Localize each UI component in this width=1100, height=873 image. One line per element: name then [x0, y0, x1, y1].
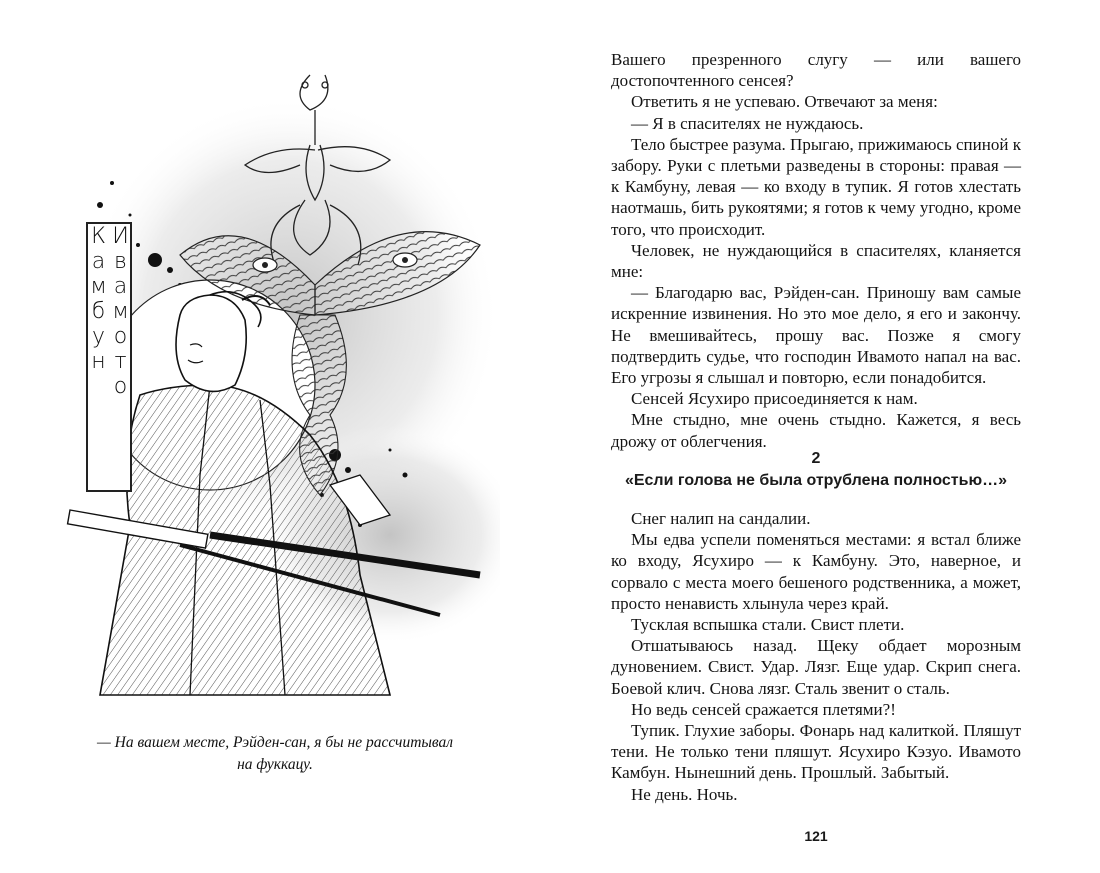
- right-page: [550, 0, 1100, 873]
- paragraph: Отшатываюсь назад. Щеку обдает морозным дуновением. Свист. Удар. Лязг. Еще удар. Скрип снега. Боевой клич. Снова лязг. Сталь звенит о сталь.: [611, 636, 1021, 698]
- paragraph: Мы едва успели поменяться местами: я встал ближе ко входу, Ясухиро — к Камбуну. Это, наверное, и сорвало с места моего бешеного родственника, а может, просто ненависть хлынула через край.: [611, 530, 1021, 613]
- banner-text: Ивамото Камбун: [86, 224, 133, 399]
- paragraph: — Я в спасителях не нуждаюсь.: [631, 113, 864, 133]
- paragraph: Тело быстрее разума. Прыгаю, прижимаюсь спиной к забору. Руки с плетьми разведены в стороны: правая — к Камбуну, левая — ко входу в тупик. Я готов хлестать наотмашь, бить рукоятями; я готов к чему угодно, кроме того, что происходит.: [611, 134, 1021, 239]
- paragraph: Но ведь сенсей сражается плетями?!: [631, 699, 896, 719]
- illustration-caption: [95, 732, 455, 776]
- paragraph: Тусклая вспышка стали. Свист плети.: [631, 615, 905, 635]
- paragraph: Тупик. Глухие заборы. Фонарь над калиткой. Пляшут тени. Не только тени пляшут. Ясухиро Кэзуо. Ивамото Камбун. Нынешний день. Прошлый. Забытый.: [611, 721, 1021, 783]
- page-number: 121: [804, 828, 828, 844]
- paragraph: Ответить я не успеваю. Отвечают за меня:: [631, 92, 938, 112]
- text-block-bottom: [611, 508, 1021, 805]
- caption-line: на фуккацу.: [237, 756, 313, 773]
- chapter-title: «Если голова не была отрублена полностью…»: [624, 472, 1008, 489]
- paragraph: Сенсей Ясухиро присоединяется к нам.: [631, 389, 918, 409]
- text-block-top: [611, 49, 1021, 452]
- name-banner: [86, 222, 132, 492]
- caption-line: — На вашем месте, Рэйден-сан, я бы не рассчитывал: [96, 734, 454, 751]
- paragraph: Вашего презренного слугу — или вашего достопочтенного сенсея?: [611, 50, 1021, 91]
- paragraph: — Благодарю вас, Рэйден-сан. Приношу вам самые искренние извинения. Но это мое дело, я его и закончу. Не вмешивайтесь, прошу вас. Позже я смогу подтвердить судье, что господин Ивамото напал на вас. Его угрозы я слышал и повторю, если понадобится.: [611, 283, 1021, 388]
- paragraph: Не день. Ночь.: [631, 784, 738, 804]
- paragraph: Человек, не нуждающийся в спасителях, кланяется мне:: [611, 240, 1021, 282]
- paragraph: Снег налип на сандалии.: [631, 509, 811, 528]
- chapter-number: 2: [811, 450, 821, 467]
- paragraph: Мне стыдно, мне очень стыдно. Кажется, я весь дрожу от облегчения.: [611, 410, 1021, 451]
- samurai-head: [176, 295, 246, 391]
